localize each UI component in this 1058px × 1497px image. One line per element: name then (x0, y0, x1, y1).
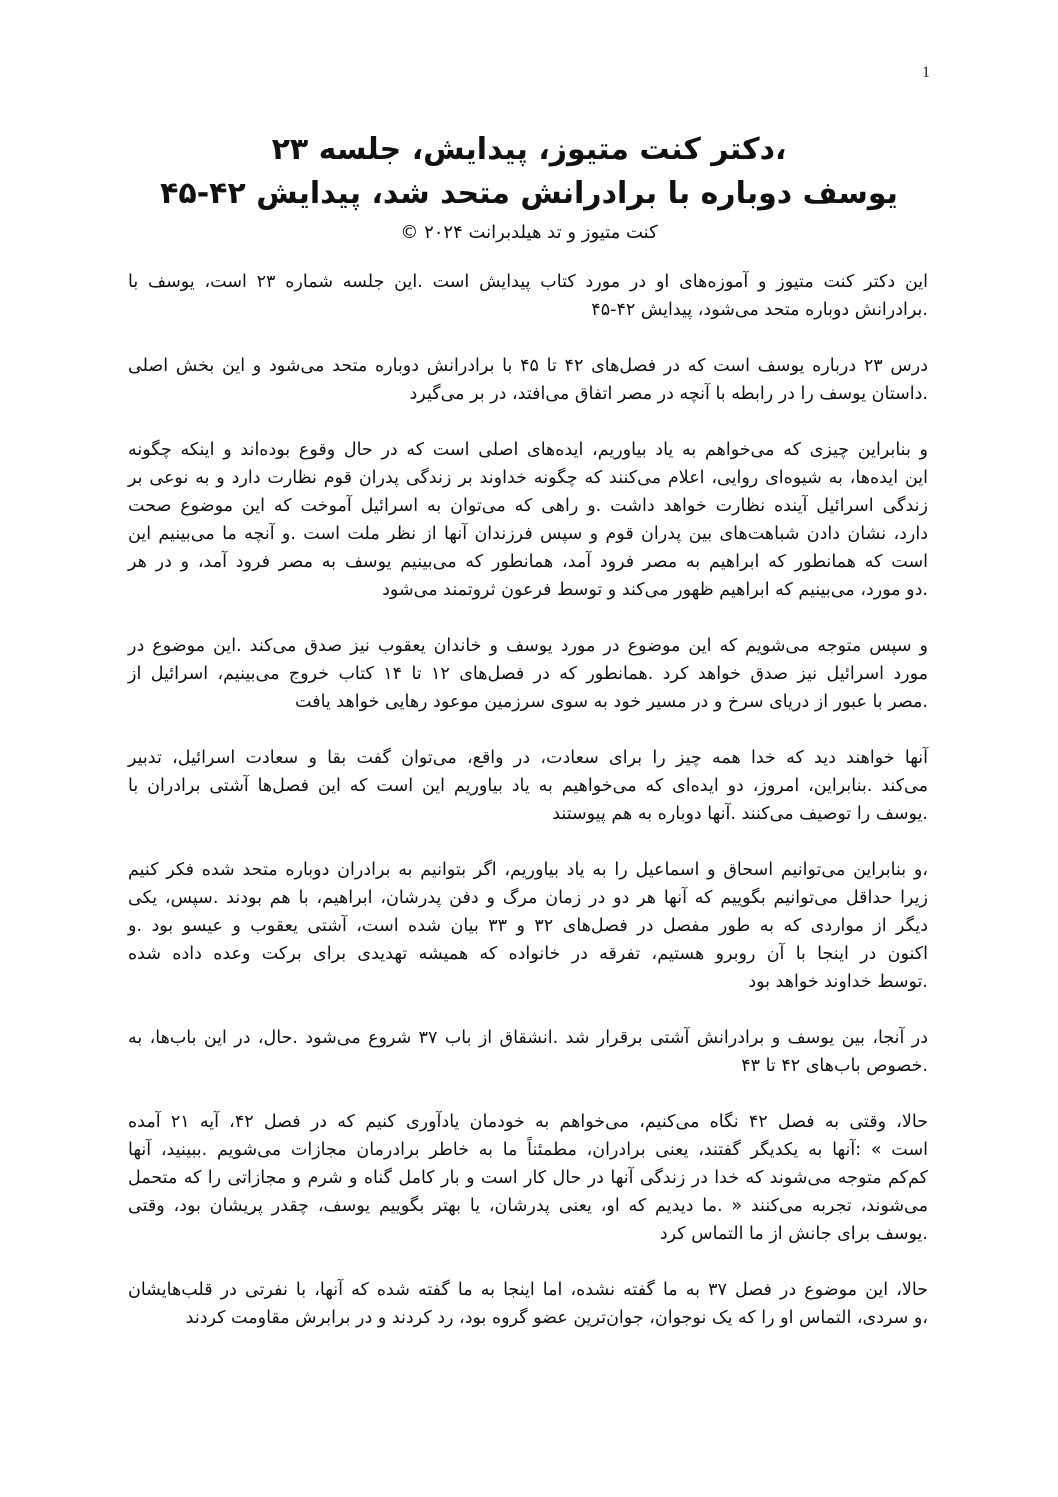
paragraph-line: .داستان یوسف را در رابطه با آنچه در مصر اتفاق می‌افتد، در بر می‌گیرد (409, 384, 928, 404)
paragraph-line: .مصر با عبور از دریای سرخ و در مسیر خود به سوی سرزمین موعود رهایی خواهد یافت (295, 692, 928, 712)
paragraph-line: زندگی اسرائیل آینده نظارت خواهد داشت .و راهی که می‌توان به اسرائیل آموخت که این موضوع صحت (128, 496, 928, 516)
paragraph-line: ،و بنابراین می‌توانیم اسحاق و اسماعیل را به یاد بیاوریم، اگر بتوانیم به برادران دوباره متحد شده فکر کنیم (128, 860, 928, 880)
copyright-line: کنت متیوز و تد هیلدبرانت ۲۰۲۴ © (400, 222, 658, 243)
paragraph-line: .یوسف را توصیف می‌کنند .آنها دوباره به هم پیوستند (552, 804, 928, 824)
paragraph-line: آنها خواهند دید که خدا همه چیز را برای سعادت، در واقع، می‌توان گفت بقا و سعادت اسرائیل، تدبیر (128, 748, 928, 768)
paragraph (128, 744, 928, 828)
paragraph-line: و سپس متوجه می‌شویم که این موضوع در مورد یوسف و خاندان یعقوب نیز صدق می‌کند .این موضوع در (128, 636, 928, 656)
paragraph (128, 632, 928, 716)
title-line-2: یوسف دوباره با برادرانش متحد شد، پیدایش ۴۲-۴۵ (160, 176, 898, 211)
paragraph-line: می‌کند .بنابراین، امروز، دو ایده‌ای که می‌خواهیم به یاد بیاوریم این است که این فصل‌ها آشتی برادران با (128, 776, 928, 796)
paragraph-line: دارد، نشان دادن شباهت‌های بین پدران قوم و سپس فرزندان آنها از نظر ملت است .و آنچه ما می‌بینیم این (128, 524, 928, 544)
paragraph-line: .توسط خداوند خواهد بود (748, 972, 928, 992)
paragraph-line: زیرا حداقل می‌توانیم بگوییم که آنها هر دو در زمان مرگ و دفن پدرشان، ابراهیم، با هم بودند .سپس، یکی (128, 888, 928, 908)
paragraph-line: است » :آنها به یکدیگر گفتند، یعنی برادران، مطمئناً ما به خاطر برادرمان مجازات می‌شویم .ببینید، آنها (128, 1140, 928, 1160)
paragraph-line: می‌شوند، تجربه می‌کنند « .ما دیدیم که او، یعنی پدرشان، یا بهتر بگوییم یوسف، چقدر پریشان بود، وقتی (128, 1196, 928, 1216)
title-line-1: ،دکتر کنت متیوز، پیدایش، جلسه ۲۳ (271, 132, 787, 167)
paragraph-line: .برادرانش دوباره متحد می‌شود، پیدایش ۴۲-۴۵ (591, 300, 928, 320)
paragraph (128, 436, 928, 604)
document-header (120, 128, 938, 246)
paragraph (128, 1024, 928, 1080)
paragraph-line: این دکتر کنت متیوز و آموزه‌های او در مورد کتاب پیدایش است .این جلسه شماره ۲۳ است، یوسف با (128, 272, 929, 292)
paragraph-line: کم‌کم متوجه می‌شوند که خدا در زندگی آنها در حال کار است و بار کامل گناه و شرم و مجازاتی را که متحمل (128, 1168, 928, 1188)
paragraph-line: .یوسف برای جانش از ما التماس کرد (659, 1224, 928, 1244)
page-number: 1 (922, 64, 930, 81)
paragraph-line: این ایده‌ها، به شیوه‌ای روایی، اعلام می‌کنند که چگونه خداوند بر زندگی پدران قوم نظارت دارد و به نوعی بر (128, 468, 928, 488)
paragraph-line: و بنابراین چیزی که می‌خواهم به یاد بیاوریم، ایده‌های اصلی است که در حال وقوع بوده‌اند و اینکه چگونه (128, 440, 928, 460)
paragraph (128, 268, 928, 324)
paragraph (128, 352, 928, 408)
paragraph-line: درس ۲۳ درباره یوسف است که در فصل‌های ۴۲ تا ۴۵ با برادرانش دوباره متحد می‌شود و این بخش اصلی (128, 356, 929, 376)
paragraph-line: .دو مورد، می‌بینیم که ابراهیم ظهور می‌کند و توسط فرعون ثروتمند می‌شود (382, 580, 928, 600)
paragraph-line: دیگر از مواردی که به طور مفصل در فصل‌های ۳۲ و ۳۳ بیان شده است، آشتی یعقوب و عیسو بود .و (128, 916, 929, 936)
paragraph-line: است که همانطور که ابراهیم به مصر فرود آمد، همانطور که می‌بینیم یوسف به مصر فرود آمد، و در هر (128, 552, 928, 572)
paragraph-line: .خصوص باب‌های ۴۲ تا ۴۳ (741, 1056, 928, 1076)
paragraph (128, 1276, 928, 1332)
paragraph-line: حالا، این موضوع در فصل ۳۷ به ما گفته نشده، اما اینجا به ما گفته شده که آنها، با نفرتی در قلب‌هایشان (128, 1280, 928, 1300)
paragraph-line: اکنون در اینجا با آن روبرو هستیم، تفرقه در خانواده که همیشه تهدیدی برای برکت وعده داده شده (128, 944, 928, 964)
paragraph (128, 1108, 928, 1248)
paragraph-line: مورد اسرائیل نیز صدق خواهد کرد .همانطور که در فصل‌های ۱۲ تا ۱۴ کتاب خروج می‌بینیم، اسرائیل از (128, 664, 928, 684)
paragraph-line: ،و سردی، التماس او را که یک نوجوان، جوان‌ترین عضو گروه بود، رد کردند و در برابرش مقاومت کردند (185, 1308, 928, 1328)
paragraph-line: حالا، وقتی به فصل ۴۲ نگاه می‌کنیم، می‌خواهم به خودمان یادآوری کنیم که در فصل ۴۲، آیه ۲۱ آمده (128, 1112, 929, 1132)
paragraph-line: در آنجا، بین یوسف و برادرانش آشتی برقرار شد .انشقاق از باب ۳۷ شروع می‌شود .حال، در این باب‌ها، به (128, 1028, 928, 1048)
document-body (128, 268, 928, 1360)
paragraph (128, 856, 928, 996)
